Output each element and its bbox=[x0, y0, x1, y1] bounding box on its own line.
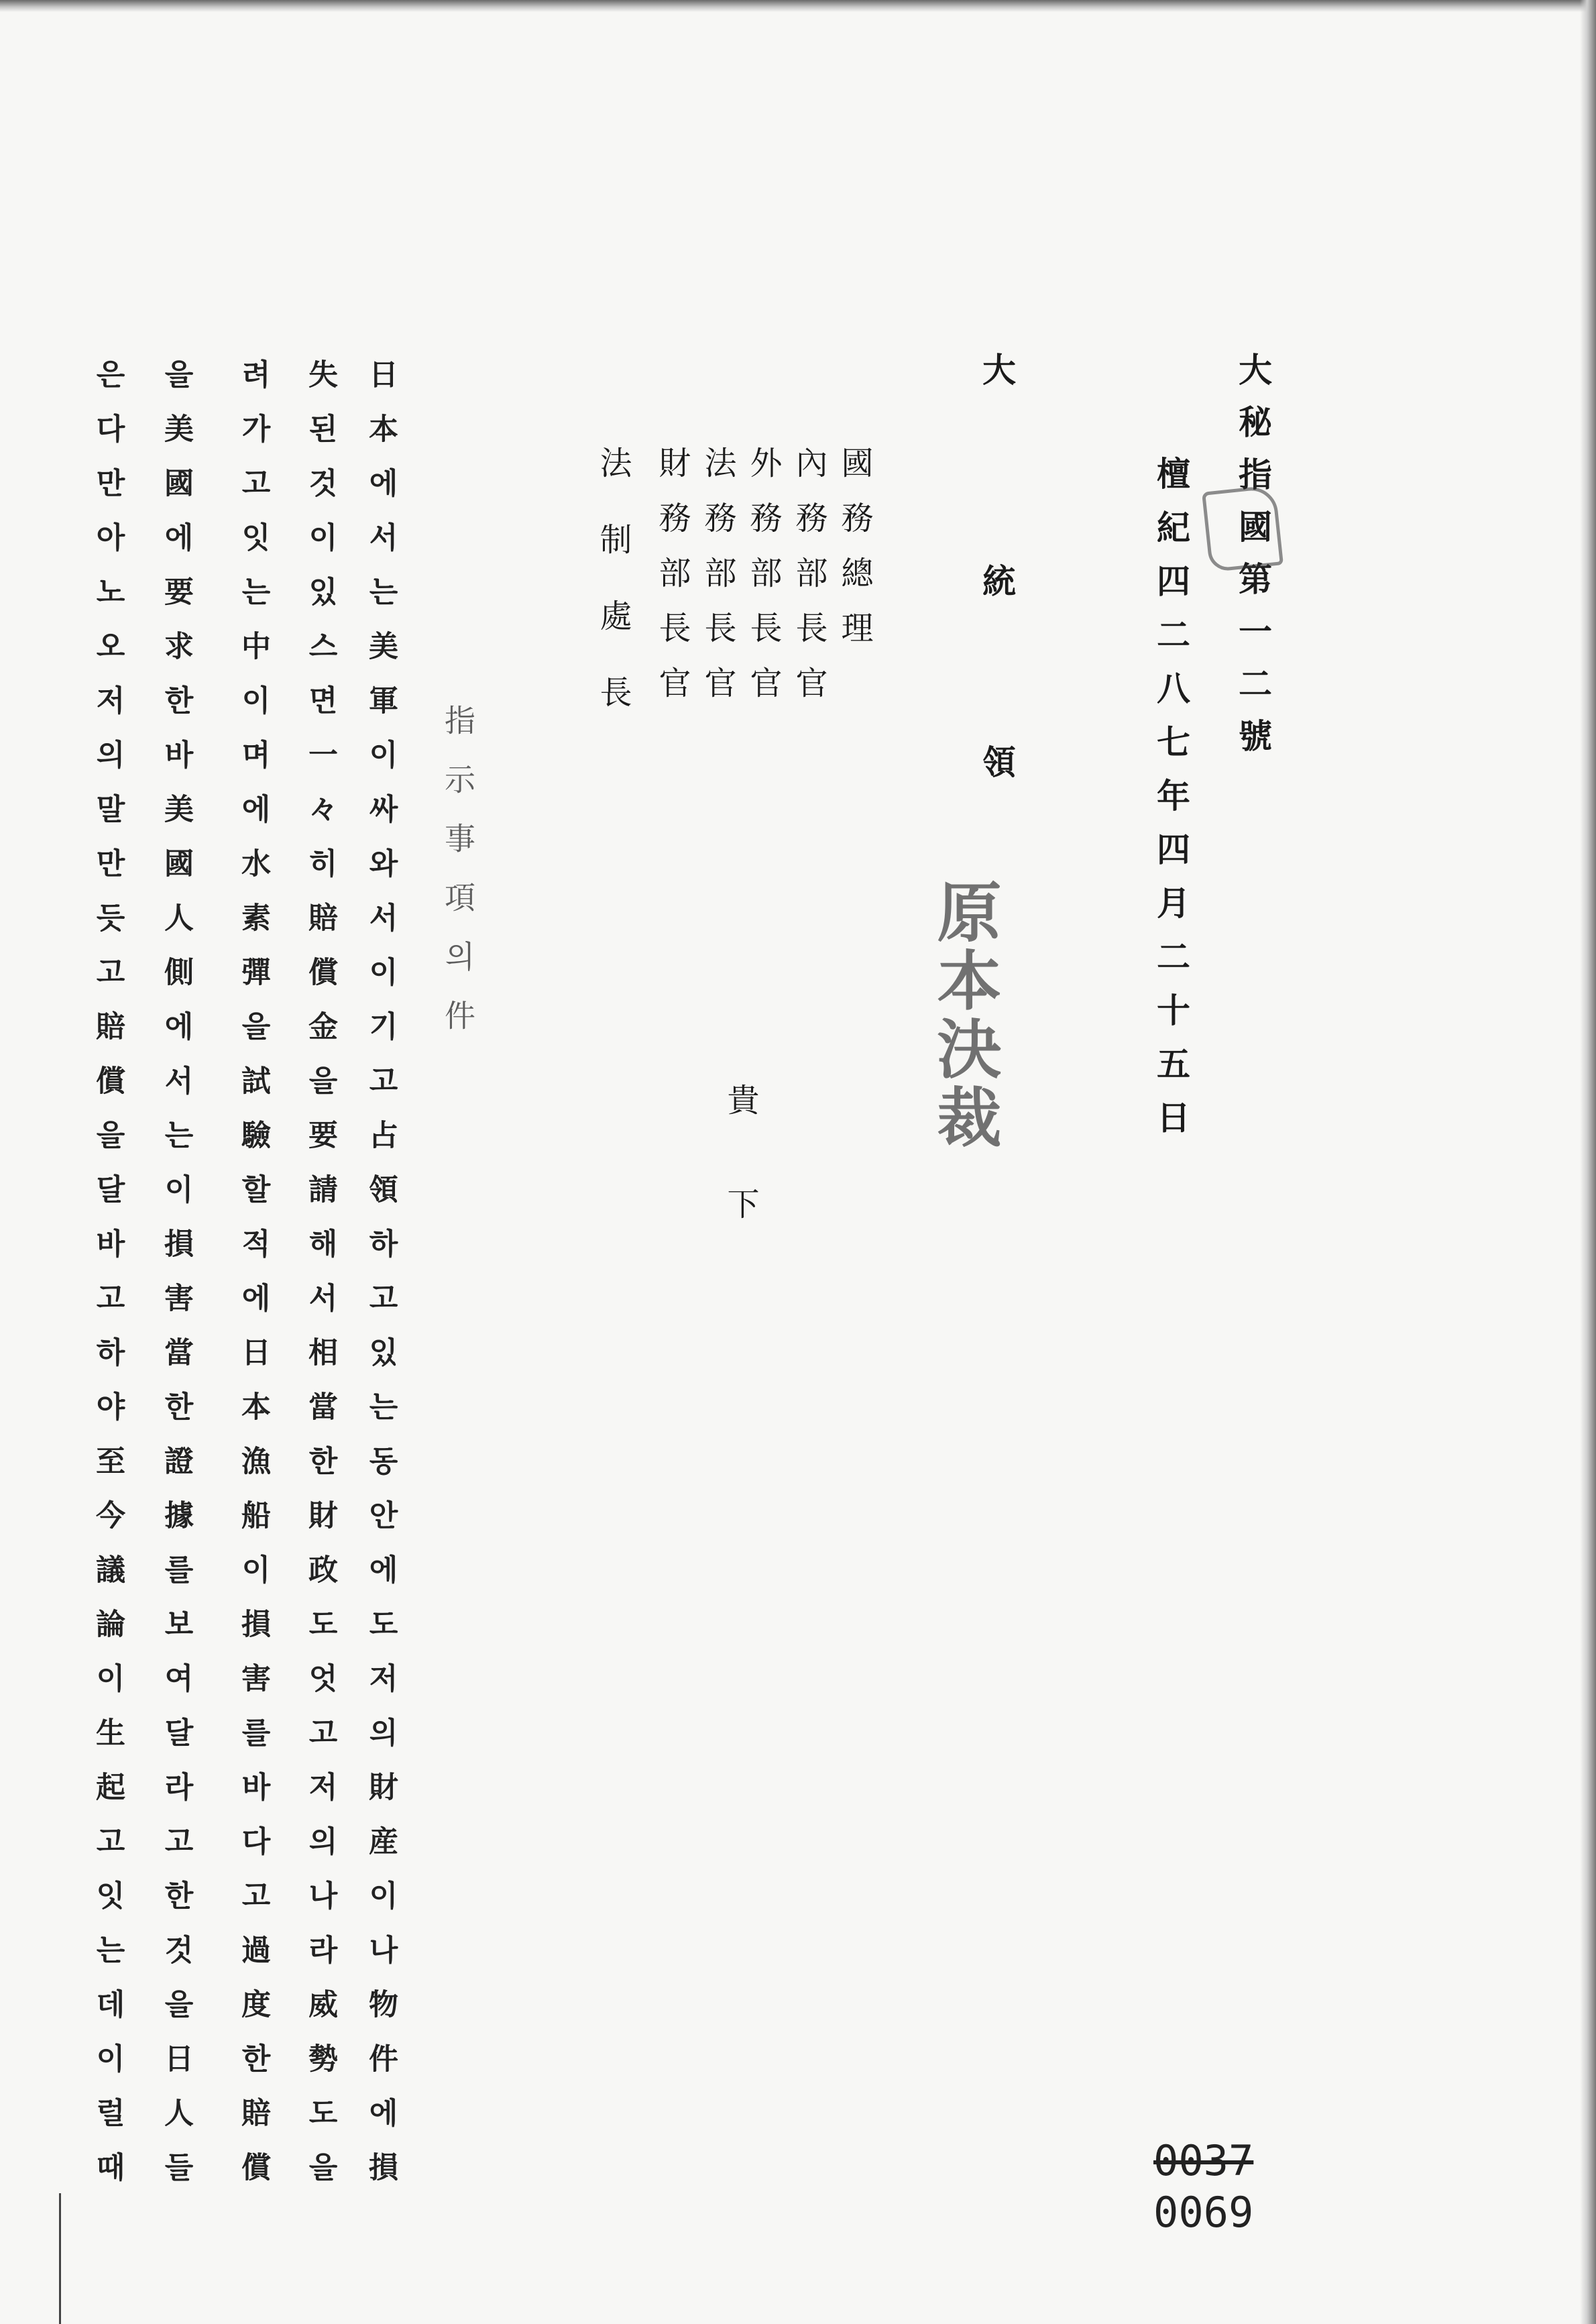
minister-prime: 國務總理 bbox=[836, 446, 873, 666]
scan-edge-top bbox=[0, 0, 1596, 12]
body-column: 日本에서는美軍이싸와서이기고占領하고있는동안에도저의財産이나物件에損 bbox=[363, 359, 398, 2206]
minister-home: 內務部長官 bbox=[790, 446, 828, 721]
archive-number-old: 0037 bbox=[1153, 2136, 1254, 2185]
body-column: 은다만아노오저의말만듯고賠償을달바고하야至今議論이生起고잇는데이럴때 bbox=[91, 359, 125, 2206]
scan-edge-left bbox=[59, 2193, 61, 2324]
honorific-upper: 貴 bbox=[722, 1083, 759, 1115]
document-date: 檀紀四二八七年四月二十五日 bbox=[1151, 456, 1191, 1154]
minister-justice: 法務部長官 bbox=[699, 446, 736, 721]
original-decision-stamp: 原本決裁 bbox=[927, 879, 1003, 1152]
legislation-director: 法制處長 bbox=[594, 446, 632, 752]
archive-number-new: 0069 bbox=[1153, 2188, 1254, 2237]
subject-line: 指示事項의件 bbox=[440, 704, 476, 1058]
document-number: 大秘指國第一二號 bbox=[1233, 352, 1273, 771]
body-column: 失된것이있스면一々히賠償金을要請해서相當한財政도엇고저의나라威勢도을 bbox=[303, 359, 337, 2206]
scan-edge-right bbox=[1580, 0, 1596, 2324]
minister-finance: 財務部長官 bbox=[653, 446, 691, 721]
addressee-top: 大 bbox=[977, 352, 1017, 386]
body-column: 을美國에要求한바美國人側에서는이損害當한證據를보여달라고한것을日人들 bbox=[159, 359, 193, 2206]
honorific-lower: 下 bbox=[722, 1187, 759, 1219]
minister-foreign: 外務部長官 bbox=[744, 446, 782, 721]
addressee: 統領 bbox=[977, 563, 1017, 926]
body-column: 려가고잇는中이며에水素彈을試驗할적에日本漁船이損害를바다고過度한賠償 bbox=[236, 359, 270, 2206]
handwritten-mark-icon bbox=[1202, 485, 1284, 573]
